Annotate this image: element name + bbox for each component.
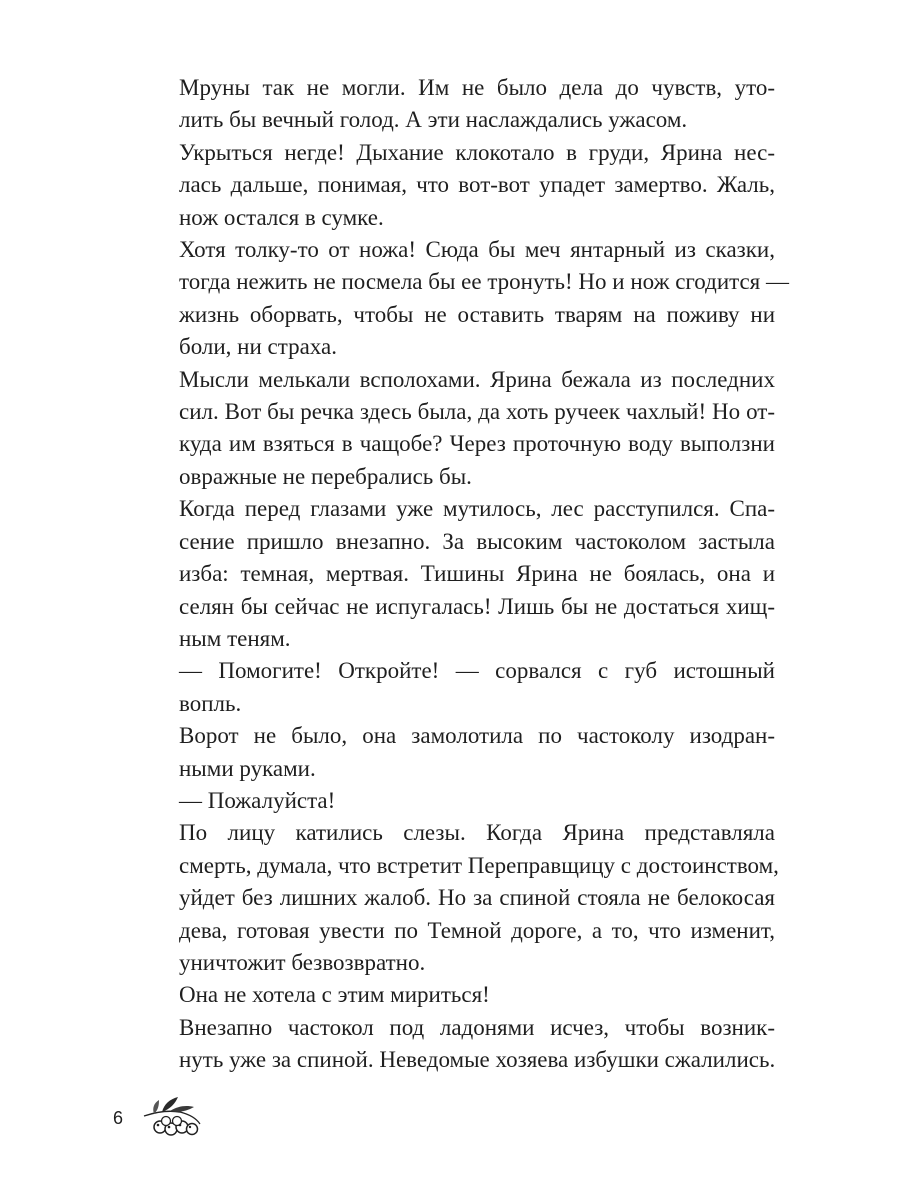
paragraph-2 [143,137,775,234]
text-line: изба: темная, мертвая. Тишины Ярина не боялась, она и [179,561,775,587]
text-line: боли, ни страха. [179,334,337,360]
text-line: уйдет без лишних жалоб. Но за спиной стояла не белокосая [179,885,775,911]
text-line: — Помогите! Откройте! — сорвался с губ истошный [179,658,775,684]
text-line: Мысли мелькали всполохами. Ярина бежала из последних [179,366,775,392]
paragraph-6 [143,655,775,720]
paragraph-3 [143,234,790,364]
page-number: 6 [113,1108,124,1128]
text-line: ным теням. [179,625,291,651]
text-line: Внезапно частокол под ладонями исчез, чтобы возник- [179,1014,775,1040]
text-line: лась дальше, понимая, что вот-вот упадет замертво. Жаль, [179,172,775,198]
text-line: тогда нежить не посмела бы ее тронуть! Но и нож сгодится — [179,269,790,295]
paragraph-9 [143,817,779,979]
paragraph-7 [143,720,775,785]
paragraph-1 [143,72,775,137]
paragraph-10 [143,979,775,1011]
text-line: уничтожит безвозвратно. [179,949,426,975]
text-line: Мруны так не могли. Им не было дела до чувств, уто- [179,75,775,100]
text-line: вопль. [179,690,242,716]
text-line: Ворот не было, она замолотила по частоколу изодран- [179,723,775,749]
paragraph-4 [143,364,775,494]
text-line: ными руками. [179,755,316,781]
text-line: Укрыться негде! Дыхание клокотало в груди, Ярина нес- [179,139,775,165]
text-line: Хотя толку-то от ножа! Сюда бы меч янтарный из сказки, [179,237,775,263]
text-line: — Пожалуйста! [179,787,336,813]
paragraph-11 [143,1012,775,1077]
paragraph-5 [143,493,775,655]
berries-and-leaves-icon [140,1094,206,1140]
text-line: куда им взяться в чащобе? Через проточную воду выползни [179,431,775,457]
text-line: сение пришло внезапно. За высоким частоколом застыла [179,528,775,554]
text-line: жизнь оборвать, чтобы не оставить тварям на поживу ни [179,301,775,327]
text-line: лить бы вечный голод. А эти наслаждались ужасом. [179,107,688,133]
text-line: Когда перед глазами уже мутилось, лес расступился. Спа- [179,496,775,522]
text-line: дева, готовая увести по Темной дороге, а то, что изменит, [179,917,775,943]
text-line: сил. Вот бы речка здесь была, да хоть ручеек чахлый! Но от- [179,399,775,425]
text-line: Она не хотела с этим мириться! [179,982,490,1008]
text-line: смерть, думала, что встретит Переправщицу с достоинством, [179,852,779,878]
paragraph-8 [143,785,775,817]
text-line: нож остался в сумке. [179,204,384,230]
text-line: овражные не перебрались бы. [179,463,472,489]
text-line: нуть уже за спиной. Неведомые хозяева избушки сжалились. [179,1047,776,1073]
text-line: селян бы сейчас не испугалась! Лишь бы не достаться хищ- [179,593,775,619]
body-text [143,72,790,1077]
text-line: По лицу катились слезы. Когда Ярина представляла [179,820,775,846]
